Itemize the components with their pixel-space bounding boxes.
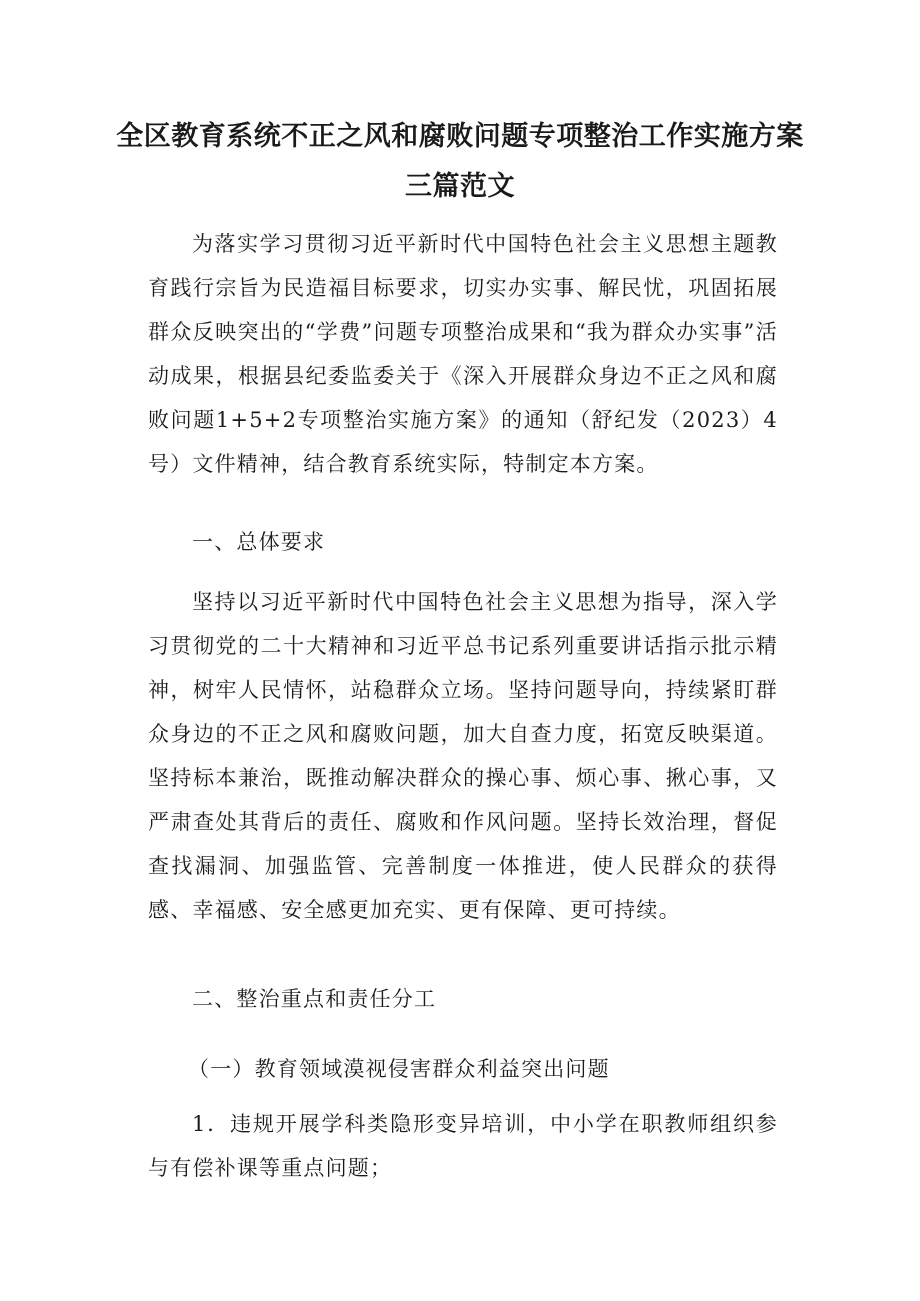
list-item-1: 1．违规开展学科类隐形变异培训，中小学在职教师组织参与有偿补课等重点问题； (148, 1112, 778, 1180)
intro-paragraph: 为落实学习贯彻习近平新时代中国特色社会主义思想主题教育践行宗旨为民造福目标要求，切实办实事、解民忧，巩固拓展群众反映突出的“学费”问题专项整治成果和“我为群众办实事”活动成果，根据县纪委监委关于《深入开展群众身边不正之风和腐败问题1+5+2专项整治实施方案》的通知（舒纪发（2023）4号）文件精神，结合教育系统实际，特制定本方案。 (148, 232, 778, 476)
general-requirements-paragraph: 坚持以习近平新时代中国特色社会主义思想为指导，深入学习贯彻党的二十大精神和习近平总书记系列重要讲话指示批示精神，树牢人民情怀，站稳群众立场。坚持问题导向，持续紧盯群众身边的不正之风和腐败问题，加大自查力度，拓宽反映渠道。坚持标本兼治，既推动解决群众的操心事、烦心事、揪心事，又严肃查处其背后的责任、腐败和作风问题。坚持长效治理，督促查找漏洞、加强监管、完善制度一体推进，使人民群众的获得感、幸福感、安全感更加充实、更有保障、更可持续。 (148, 590, 778, 922)
section-heading-general-requirements: 一、总体要求 (192, 530, 326, 554)
document-subtitle: 三篇范文 (405, 171, 515, 202)
section-heading-key-tasks: 二、整治重点和责任分工 (192, 987, 437, 1011)
document-title: 全区教育系统不正之风和腐败问题专项整治工作实施方案 (116, 121, 804, 152)
subsection-heading-education-issues: （一）教育领域漠视侵害群众利益突出问题 (188, 1057, 610, 1081)
